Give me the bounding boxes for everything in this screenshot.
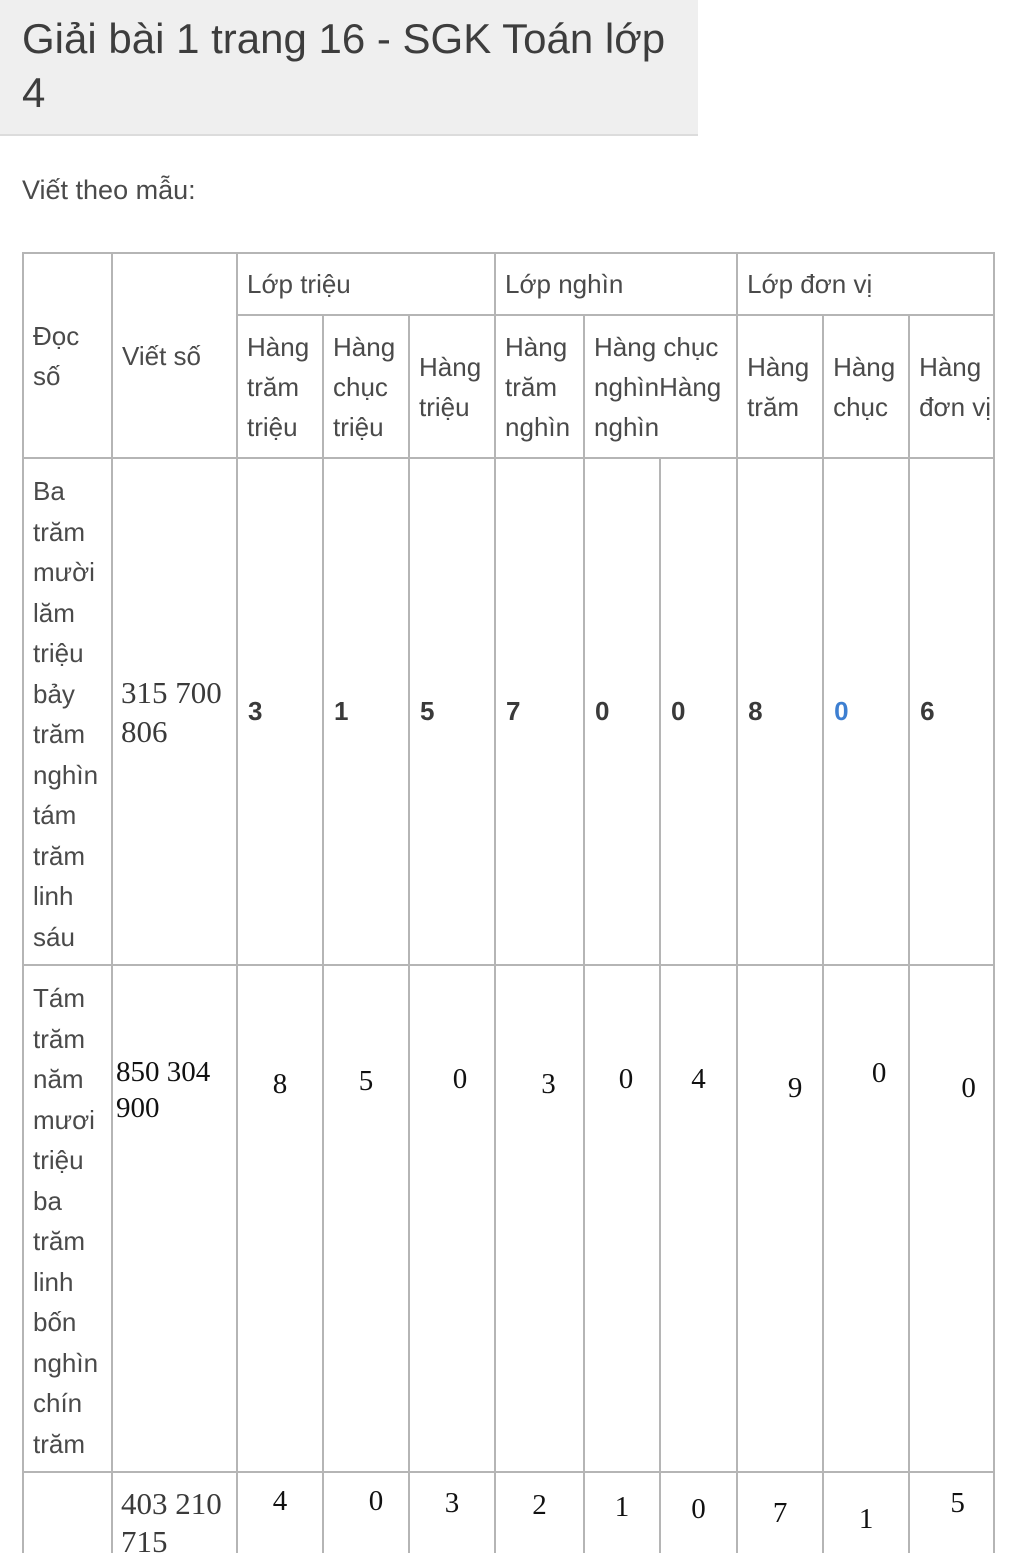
digit-hang-don-vi: 6 xyxy=(909,458,994,965)
digit-hang-nghin: 0 xyxy=(660,1472,737,1553)
header-hang-trieu: Hàng triệu xyxy=(409,315,495,458)
row-reading xyxy=(23,1472,112,1553)
digit-hang-trieu: 3 xyxy=(409,1472,495,1553)
row-number: 403 210 715 xyxy=(112,1472,237,1553)
digit-hang-trieu: 5 xyxy=(409,458,495,965)
digit-hang-tram-trieu: 3 xyxy=(237,458,323,965)
row-reading: Ba trăm mười lăm triệu bảy trăm nghìn tám trăm linh sáu xyxy=(23,458,112,965)
digit-hang-tram-nghin: 3 xyxy=(495,965,584,1472)
digit-hang-tram-trieu: 4 xyxy=(237,1472,323,1553)
digit-hang-chuc-nghin: 1 xyxy=(584,1472,660,1553)
digit-hang-chuc-trieu: 5 xyxy=(323,965,409,1472)
digit-hang-chuc-nghin: 0 xyxy=(584,458,660,965)
header-hang-tram-nghin: Hàng trăm nghìn xyxy=(495,315,584,458)
header-row-classes xyxy=(23,253,994,315)
table-row xyxy=(23,1472,994,1553)
header-lop-don-vi: Lớp đơn vị xyxy=(737,253,994,315)
header-hang-chuc-nghin-hang-nghin: Hàng chục nghìnHàng nghìn xyxy=(584,315,737,458)
row-number: 315 700 806 xyxy=(112,458,237,965)
digit-hang-chuc: 0 xyxy=(823,458,909,965)
header-hang-chuc: Hàng chục xyxy=(823,315,909,458)
digit-hang-tram-trieu: 8 xyxy=(237,965,323,1472)
digit-hang-chuc: 0 xyxy=(823,965,909,1472)
digit-hang-tram-nghin: 2 xyxy=(495,1472,584,1553)
digit-hang-nghin: 0 xyxy=(660,458,737,965)
header-lop-trieu: Lớp triệu xyxy=(237,253,495,315)
title-box xyxy=(0,0,698,136)
digit-hang-tram: 8 xyxy=(737,458,823,965)
header-doc-so: Đọc số xyxy=(23,253,112,458)
digit-hang-don-vi: 5 xyxy=(909,1472,994,1553)
header-hang-chuc-trieu: Hàng chục triệu xyxy=(323,315,409,458)
row-number: 850 304 900 xyxy=(112,965,237,1472)
place-value-table xyxy=(22,252,995,1553)
header-lop-nghin: Lớp nghìn xyxy=(495,253,737,315)
table-row xyxy=(23,965,994,1472)
digit-hang-tram: 9 xyxy=(737,965,823,1472)
exercise-instruction: Viết theo mẫu: xyxy=(22,175,196,205)
digit-hang-chuc-trieu: 1 xyxy=(323,458,409,965)
digit-hang-tram-nghin: 7 xyxy=(495,458,584,965)
digit-hang-don-vi: 0 xyxy=(909,965,994,1472)
digit-hang-chuc: 1 xyxy=(823,1472,909,1553)
page-title: Giải bài 1 trang 16 - SGK Toán lớp 4 xyxy=(22,15,666,116)
digit-hang-chuc-nghin: 0 xyxy=(584,965,660,1472)
digit-hang-chuc-trieu: 0 xyxy=(323,1472,409,1553)
digit-hang-trieu: 0 xyxy=(409,965,495,1472)
table-row xyxy=(23,458,994,965)
digit-hang-nghin: 4 xyxy=(660,965,737,1472)
header-hang-tram-trieu: Hàng trăm triệu xyxy=(237,315,323,458)
digit-hang-tram: 7 xyxy=(737,1472,823,1553)
header-hang-don-vi: Hàng đơn vị xyxy=(909,315,994,458)
header-viet-so: Viết số xyxy=(112,253,237,458)
header-hang-tram: Hàng trăm xyxy=(737,315,823,458)
row-reading: Tám trăm năm mươi triệu ba trăm linh bốn nghìn chín trăm xyxy=(23,965,112,1472)
